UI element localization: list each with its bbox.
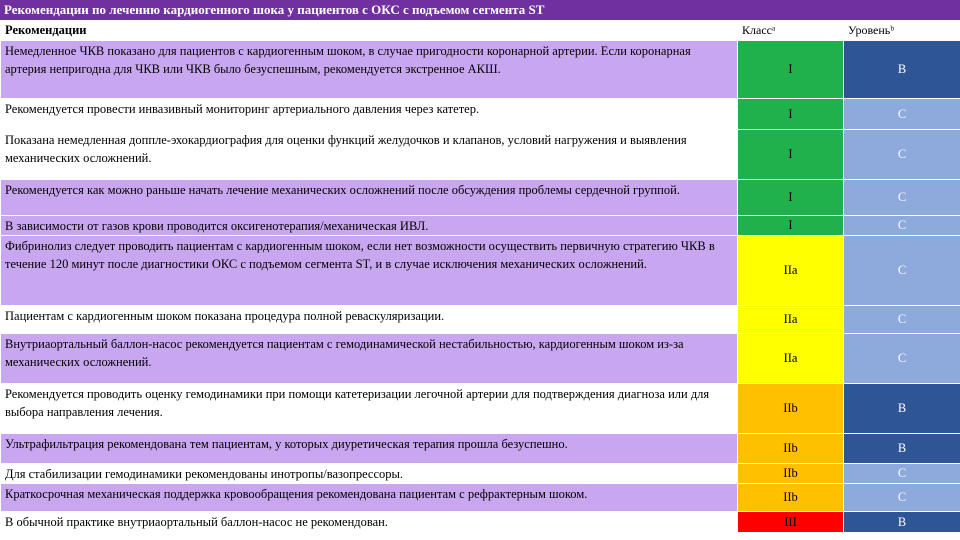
level-cell: C xyxy=(844,236,960,306)
level-cell: C xyxy=(844,334,960,384)
recommendation-text: В зависимости от газов крови проводится оксигенотерапия/механическая ИВЛ. xyxy=(1,216,738,236)
recommendations-table xyxy=(0,20,960,533)
table-header-row xyxy=(1,21,960,41)
header-class: Классᵃ xyxy=(738,21,844,41)
recommendation-text: Для стабилизации гемодинамики рекомендованы инотропы/вазопрессоры. xyxy=(1,464,738,484)
class-cell: IIb xyxy=(738,484,844,512)
table-row xyxy=(1,216,960,236)
page-title: Рекомендации по лечению кардиогенного шока у пациентов с ОКС с подъемом сегмента ST xyxy=(0,0,960,20)
level-cell: B xyxy=(844,41,960,99)
class-cell: I xyxy=(738,130,844,180)
recommendation-text: Показана немедленная доппле-эхокардиография для оценки функций желудочков и клапанов, условий нагружения и выявления механических осложнений. xyxy=(1,130,738,180)
recommendation-text: Рекомендуется провести инвазивный мониторинг артериального давления через катетер. xyxy=(1,99,738,130)
header-level: Уровеньᵇ xyxy=(844,21,960,41)
recommendation-text: Рекомендуется как можно раньше начать лечение механических осложнений после обсуждения проблемы сердечной группой. xyxy=(1,180,738,216)
class-cell: IIb xyxy=(738,384,844,434)
table-row xyxy=(1,306,960,334)
table-row xyxy=(1,464,960,484)
recommendation-text: Пациентам с кардиогенным шоком показана процедура полной реваскуляризации. xyxy=(1,306,738,334)
recommendation-text: Фибринолиз следует проводить пациентам с кардиогенным шоком, если нет возможности осуществить первичную стратегию ЧКВ в течение 120 минут после диагностики ОКС с подъемом сегмента ST, и в случае исключения механических осложнений. xyxy=(1,236,738,306)
recommendation-text: Краткосрочная механическая поддержка кровообращения рекомендована пациентам с рефрактерным шоком. xyxy=(1,484,738,512)
class-cell: IIb xyxy=(738,434,844,464)
table-row xyxy=(1,130,960,180)
header-recommendation: Рекомендации xyxy=(1,21,738,41)
table-row xyxy=(1,236,960,306)
class-cell: I xyxy=(738,99,844,130)
class-cell: I xyxy=(738,180,844,216)
table-row xyxy=(1,384,960,434)
level-cell: C xyxy=(844,99,960,130)
level-cell: C xyxy=(844,484,960,512)
level-cell: B xyxy=(844,434,960,464)
class-cell: III xyxy=(738,512,844,533)
class-cell: I xyxy=(738,216,844,236)
level-cell: C xyxy=(844,180,960,216)
level-cell: C xyxy=(844,130,960,180)
class-cell: IIa xyxy=(738,334,844,384)
table-row xyxy=(1,484,960,512)
table-row xyxy=(1,512,960,533)
class-cell: IIa xyxy=(738,306,844,334)
table-row xyxy=(1,434,960,464)
class-cell: IIa xyxy=(738,236,844,306)
recommendation-text: В обычной практике внутриаортальный баллон-насос не рекомендован. xyxy=(1,512,738,533)
level-cell: C xyxy=(844,464,960,484)
level-cell: B xyxy=(844,512,960,533)
recommendation-text: Ультрафильтрация рекомендована тем пациентам, у которых диуретическая терапия прошла безуспешно. xyxy=(1,434,738,464)
level-cell: B xyxy=(844,384,960,434)
table-row xyxy=(1,41,960,99)
level-cell: C xyxy=(844,216,960,236)
class-cell: I xyxy=(738,41,844,99)
table-row xyxy=(1,334,960,384)
recommendation-text: Рекомендуется проводить оценку гемодинамики при помощи катетеризации легочной артерии для подтверждения диагноза или для выбора направления лечения. xyxy=(1,384,738,434)
table-row xyxy=(1,99,960,130)
recommendation-text: Внутриаортальный баллон-насос рекомендуется пациентам с гемодинамической нестабильностью, кардиогенным шоком из-за механических осложнений. xyxy=(1,334,738,384)
level-cell: C xyxy=(844,306,960,334)
class-cell: IIb xyxy=(738,464,844,484)
recommendation-text: Немедленное ЧКВ показано для пациентов с кардиогенным шоком, в случае пригодности коронарной артерии. Если коронарная артерия непригодна для ЧКВ или ЧКВ было безуспешным, рекомендуется экстренное АКШ. xyxy=(1,41,738,99)
table-row xyxy=(1,180,960,216)
